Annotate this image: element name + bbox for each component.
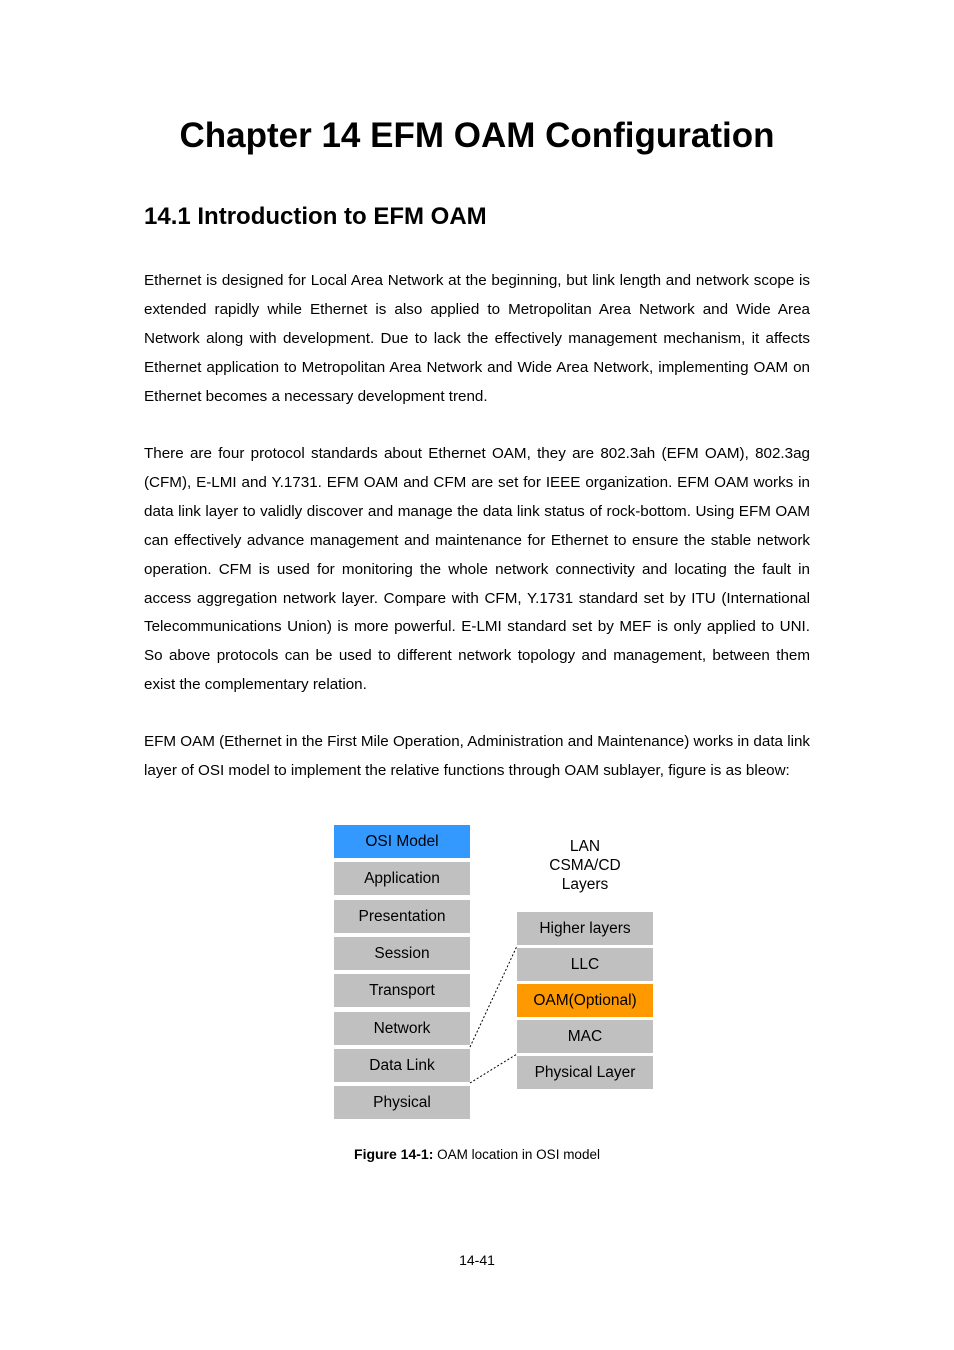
lan-layer-oam-optional: OAM(Optional) — [517, 984, 653, 1017]
figure-caption-text: OAM location in OSI model — [437, 1147, 600, 1162]
lan-layer-llc: LLC — [517, 948, 653, 981]
osi-model-header: OSI Model — [334, 825, 470, 858]
paragraph-2: There are four protocol standards about Ethernet OAM, they are 802.3ah (EFM OAM), 802.3ag (CFM), E-LMI and Y.1731. EFM OAM and CFM are set for IEEE organization. EFM OAM works in data link layer to validly discover and manage the data link status of rock-bottom. Using EFM OAM can effectively advance management and maintenance for Ethernet to ensure the stable network operation. CFM is used for monitoring the whole network connectivity and locating the fault in access aggregation network layer. Compare with CFM, Y.1731 standard set by ITU (International Telecommunications Union) is more powerful. E-LMI standard set by MEF is only applied to UNI. So above protocols can be used to different network topology and management, between them exist the complementary relation. — [144, 445, 810, 694]
osi-layer-session: Session — [334, 937, 470, 970]
osi-layer-transport: Transport — [334, 974, 470, 1007]
paragraph-3: EFM OAM (Ethernet in the First Mile Operation, Administration and Maintenance) works in data link layer of OSI model to implement the relative functions through OAM sublayer, figure is as bleow: — [144, 733, 810, 779]
lan-caption-line-2: CSMA/CD — [549, 857, 621, 874]
osi-layer-presentation: Presentation — [334, 900, 470, 933]
connector-line-upper — [470, 946, 517, 1047]
lan-layer-physical-layer: Physical Layer — [517, 1056, 653, 1089]
section-title: 14.1 Introduction to EFM OAM — [144, 203, 487, 230]
page-number: 14-41 — [459, 1252, 495, 1268]
figure-caption — [0, 1146, 954, 1162]
paragraph-1: Ethernet is designed for Local Area Network at the beginning, but link length and network scope is extended rapidly while Ethernet is also applied to Metropolitan Area Network and Wide Area Network along with development. Due to lack the effectively management mechanism, it affects Ethernet application to Metropolitan Area Network and Wide Area Network, implementing OAM on Ethernet becomes a necessary development trend. — [144, 272, 810, 405]
chapter-title: Chapter 14 EFM OAM Configuration — [179, 116, 775, 155]
osi-layer-data-link: Data Link — [334, 1049, 470, 1082]
lan-layer-higher-layers: Higher layers — [517, 912, 653, 945]
lan-caption — [517, 837, 653, 894]
lan-caption-line-3: Layers — [561, 876, 609, 893]
lan-caption-line-1: LAN — [569, 838, 601, 855]
osi-layer-application: Application — [334, 862, 470, 895]
connector-line-lower — [470, 1054, 517, 1083]
figure-caption-label: Figure 14-1: — [354, 1146, 434, 1162]
osi-layer-physical: Physical — [334, 1086, 470, 1119]
lan-layer-mac: MAC — [517, 1020, 653, 1053]
osi-figure — [334, 825, 654, 1125]
osi-layer-network: Network — [334, 1012, 470, 1045]
